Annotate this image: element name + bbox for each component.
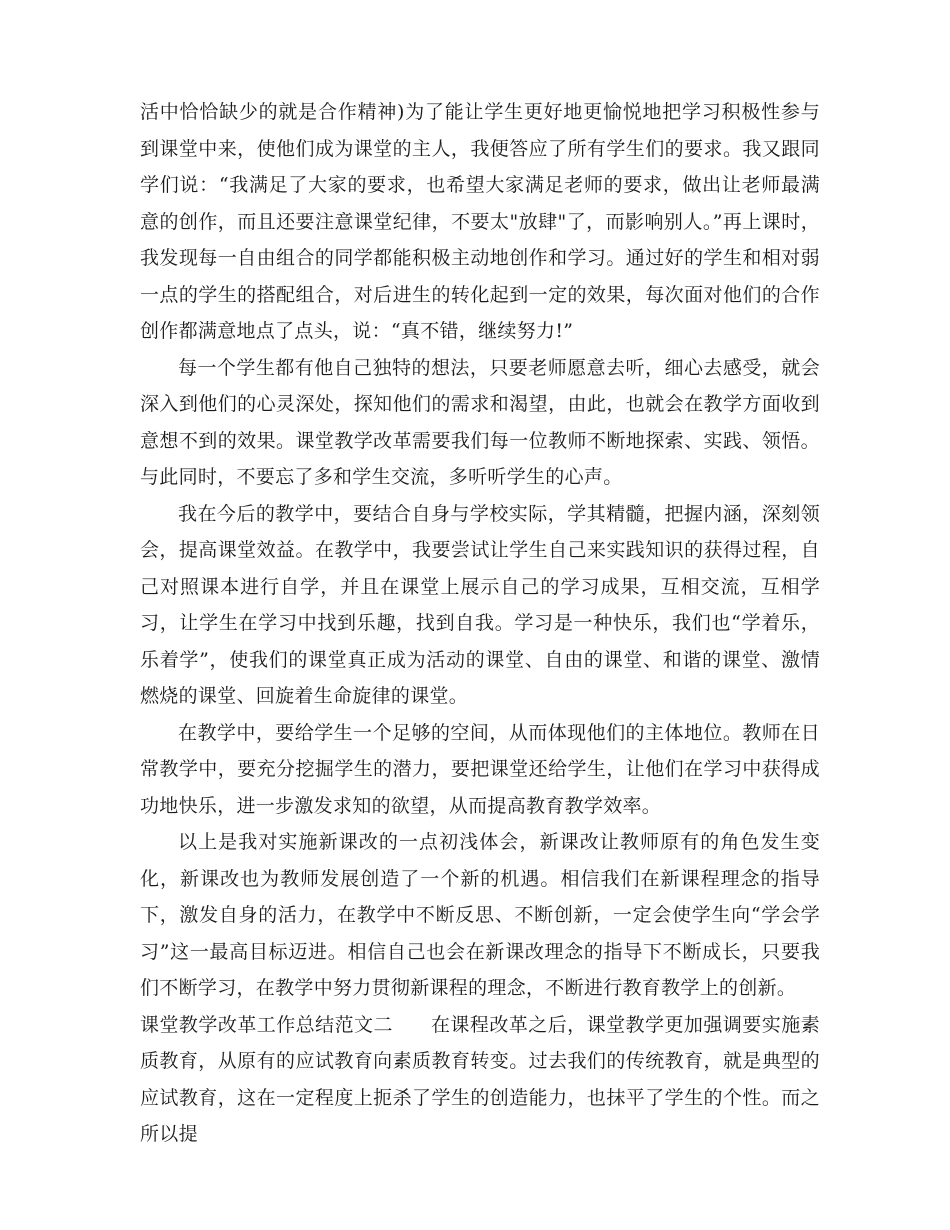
- paragraph: 在教学中，要给学生一个足够的空间，从而体现他们的主体地位。教师在日常教学中，要充分挖掘学生的潜力，要把课堂还给学生，让他们在学习中获得成功地快乐，进一步激发求知的欲望，从而提高教育教学效率。: [140, 721, 820, 817]
- document-body: [140, 94, 820, 1153]
- paragraph: 我在今后的教学中，要结合自身与学校实际，学其精髓，把握内涵，深刻领会，提高课堂效益。在教学中，我要尝试让学生自己来实践知识的获得过程，自己对照课本进行自学，并且在课堂上展示自己的学习成果，互相交流，互相学习，让学生在学习中找到乐趣，找到自我。学习是一种快乐，我们也“学着乐，乐着学”，使我们的课堂真正成为活动的课堂、自由的课堂、和谐的课堂、激情燃烧的课堂、回旋着生命旋律的课堂。: [140, 502, 820, 707]
- paragraph: 以上是我对实施新课改的一点初浅体会，新课改让教师原有的角色发生变化，新课改也为教师发展创造了一个新的机遇。相信我们在新课程理念的指导下，激发自身的活力，在教学中不断反思、不断创新，一定会使学生向“学会学习”这一最高目标迈进。相信自己也会在新课改理念的指导下不断成长，只要我们不断学习，在教学中努力贯彻新课程的理念，不断进行教育教学上的创新。: [140, 831, 820, 999]
- paragraph: 每一个学生都有他自己独特的想法，只要老师愿意去听，细心去感受，就会深入到他们的心灵深处，探知他们的需求和渴望，由此，也就会在教学方面收到意想不到的效果。课堂教学改革需要我们每一位教师不断地探索、实践、领悟。与此同时，不要忘了多和学生交流，多听听学生的心声。: [140, 356, 820, 488]
- paragraph-continuation: 活中恰恰缺少的就是合作精神)为了能让学生更好地更愉悦地把学习积极性参与到课堂中来，使他们成为课堂的主人，我便答应了所有学生们的要求。我又跟同学们说：“我满足了大家的要求，也希望大家满足老师的要求，做出让老师最满意的创作，而且还要注意课堂纪律，不要太"放肆"了，而影响别人。”再上课时，我发现每一自由组合的同学都能积极主动地创作和学习。通过好的学生和相对弱一点的学生的搭配组合，对后进生的转化起到一定的效果，每次面对他们的合作创作都满意地点了点头，说：“真不错，继续努力!”: [140, 101, 820, 342]
- section-title: 课堂教学改革工作总结范文二: [140, 1013, 393, 1036]
- section-body: 在课程改革之后，课堂教学更加强调要实施素质教育，从原有的应试教育向素质教育转变。过去我们的传统教育，就是典型的应试教育，这在一定程度上扼杀了学生的创造能力，也抹平了学生的个性。而之所以提: [140, 1013, 820, 1145]
- section-paragraph: [140, 1007, 820, 1153]
